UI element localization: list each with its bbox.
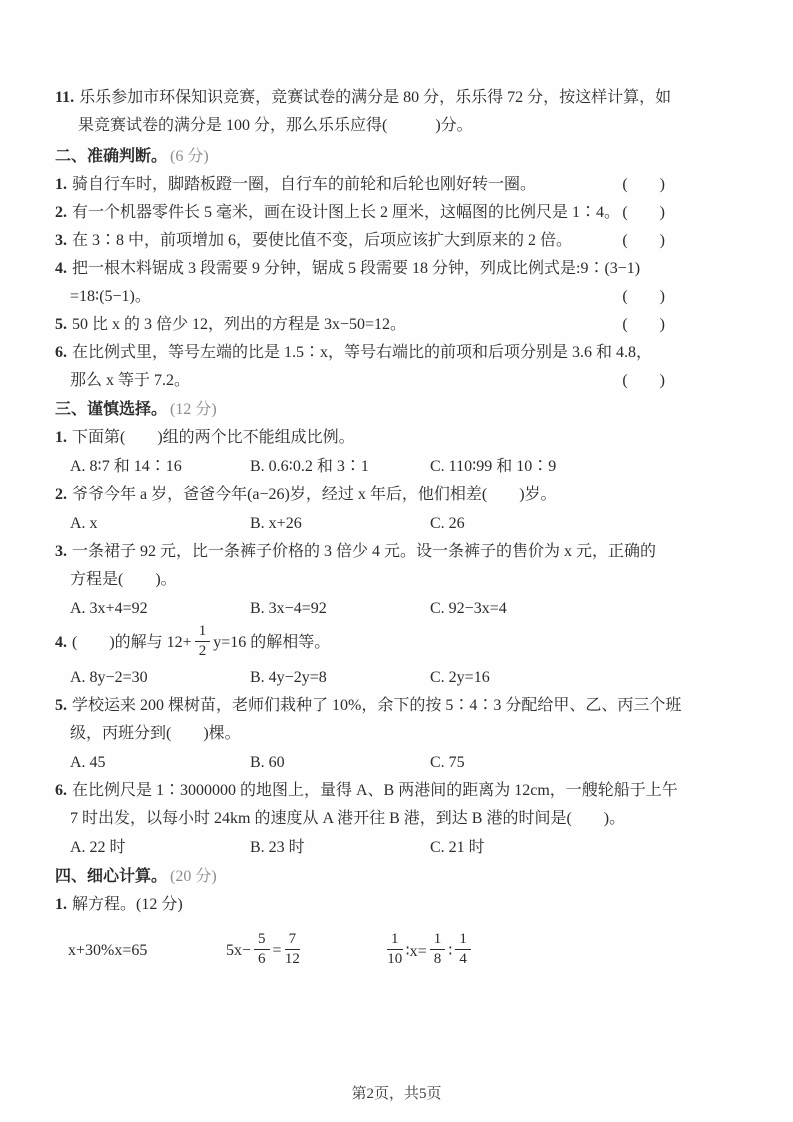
item-text: 在比例尺是 1∶3000000 的地图上，量得 A、B 两港间的距离为 12cm，一艘轮船于上午 [72,782,678,799]
item-text: 骑自行车时，脚踏板蹬一圈，自行车的前轮和后轮也刚好转一圈。 [72,176,537,193]
equation-text: = [272,942,282,959]
fraction-numerator: 1 [455,931,471,950]
fraction-numerator: 1 [430,931,446,950]
item-number: 2. [55,486,67,503]
fill-item-11 [55,84,672,140]
choice-item-2 [55,481,667,538]
judge-item-4-line2: =18∶(5−1)。 [70,288,151,305]
item-number: 6. [55,782,67,799]
option-a: A. 8y−2=30 [70,669,148,686]
choice-item-6-options [55,833,667,862]
answer-paren: ( ) [622,176,665,193]
fraction [387,931,403,967]
option-c: C. 26 [430,515,465,532]
choice-item-6 [55,777,678,862]
item-text: 有一个机器零件长 5 毫米，画在设计图上长 2 厘米，这幅图的比例尺是 1∶4。 [72,204,621,221]
item-text: 50 比 x 的 3 倍少 12，列出的方程是 3x−50=12。 [72,316,407,333]
answer-paren: ( ) [622,288,665,305]
item-text: 把一根木料锯成 3 段需要 9 分钟，锯成 5 段需要 18 分钟，列成比例式是:9∶(3−1) [72,260,641,277]
equation-text: 5x− [226,942,252,959]
answer-paren: ( ) [622,204,665,221]
judge-item-5 [55,311,667,339]
judge-item-4 [55,255,667,311]
choice-item-5-stem-line2: 级，丙班分到( )棵。 [70,725,241,742]
option-a: A. 22 时 [70,839,126,856]
option-b: B. 3x−4=92 [250,600,327,617]
choice-item-5 [55,692,682,777]
answer-paren: ( ) [622,232,665,249]
calc-sub-item-1-text [55,891,667,919]
judge-item-1-text [55,171,667,199]
choice-item-5-options [55,748,667,777]
option-a: A. 45 [70,754,106,771]
option-c: C. 75 [430,754,465,771]
item-text: ( )的解与 12+ [72,634,192,651]
item-number: 4. [55,260,67,277]
answer-paren: ( ) [622,316,665,333]
fill-item-11-line1 [55,84,672,112]
fraction [455,931,471,967]
page-number-footer: 第2页，共5页 [351,1086,442,1102]
section-judge-score: (6 分) [170,148,209,165]
equation-text: x+30%x=65 [68,942,148,959]
option-a: A. x [70,515,98,532]
item-text: 乐乐参加市环保知识竞赛，竞赛试卷的满分是 80 分，乐乐得 72 分，按这样计算，如 [79,89,672,106]
equation-3 [384,933,474,969]
choice-item-1 [55,424,667,481]
item-number: 1. [55,896,67,913]
equation-row [55,927,667,975]
item-number: 5. [55,697,67,714]
fill-item-11-line2: 果竞赛试卷的满分是 100 分，那么乐乐应得( )分。 [78,117,473,134]
item-text: 在 3∶8 中，前项增加 6，要使比值不变，后项应该扩大到原来的 2 倍。 [72,232,573,249]
item-number: 3. [55,543,67,560]
fraction-numerator: 1 [195,623,211,642]
fraction-denominator: 6 [258,950,266,967]
item-text: 下面第( )组的两个比不能组成比例。 [72,429,355,446]
fraction [254,931,270,967]
paper-content [55,84,682,975]
section-choice-header [55,395,667,424]
item-number: 6. [55,344,67,361]
choice-item-2-stem [55,481,667,509]
item-number: 5. [55,316,67,333]
choice-item-4-stem [55,623,667,663]
choice-item-3-stem-line2: 方程是( )。 [70,571,177,588]
item-number: 2. [55,204,67,221]
judge-item-5-text [55,311,667,339]
choice-item-6-stem-line1 [55,777,678,805]
section-choice-score: (12 分) [170,401,217,418]
judge-item-1 [55,171,667,199]
fraction-denominator: 2 [198,642,207,659]
item-number: 1. [55,176,67,193]
answer-paren: ( ) [622,372,665,389]
option-b: B. 60 [250,754,285,771]
equation-2 [226,933,384,969]
option-a: A. 8∶7 和 14∶16 [70,458,182,475]
item-number: 4. [55,634,67,651]
item-text: 在比例式里，等号左端的比是 1.5∶x，等号右端比的前项和后项分别是 3.6 和 4.8， [72,344,653,361]
fraction-numerator: 7 [285,931,301,950]
judge-item-6-line1 [55,339,667,367]
item-text: 爷爷今年 a 岁，爸爸今年(a−26)岁，经过 x 年后，他们相差( )岁。 [72,486,557,503]
choice-item-5-stem-line1 [55,692,682,720]
option-c: C. 21 时 [430,839,485,856]
fraction [285,931,301,967]
judge-item-2-text [55,199,667,227]
choice-item-4-options [55,663,667,692]
item-text: 解方程。(12 分) [72,896,183,913]
item-text: 一条裙子 92 元，比一条裤子价格的 3 倍少 4 元。设一条裤子的售价为 x 元，正确的 [72,543,657,560]
item-number: 1. [55,429,67,446]
fraction-denominator: 10 [387,950,403,967]
option-b: B. 4y−2y=8 [250,669,327,686]
item-text: 学校运来 200 棵树苗，老师们栽种了 10%，余下的按 5∶4∶3 分配给甲、乙、丙三个班 [72,697,682,714]
choice-item-6-stem-line2: 7 时出发，以每小时 24km 的速度从 A 港开往 B 港，到达 B 港的时间是( )。 [70,810,626,827]
section-calc-score: (20 分) [170,868,217,885]
judge-item-3-text [55,227,667,255]
option-c: C. 110∶99 和 10∶9 [430,458,557,475]
calc-sub-item-1 [55,891,667,919]
choice-item-1-stem [55,424,667,452]
fraction-numerator: 1 [387,931,403,950]
option-b: B. x+26 [250,515,302,532]
judge-item-6-line2: 那么 x 等于 7.2。 [70,372,191,389]
equation-1 [68,942,226,960]
equation-text: ∶ [448,943,453,960]
option-b: B. 0.6∶0.2 和 3∶1 [250,458,369,475]
item-number: 11. [55,89,75,106]
choice-item-3-stem-line1 [55,538,667,566]
judge-item-4-line1 [55,255,667,283]
item-text: y=16 的解相等。 [213,634,331,651]
section-judge-title: 二、准确判断。 [55,148,168,165]
equation-text: ∶x= [405,943,427,960]
section-calc-title: 四、细心计算。 [55,868,168,885]
choice-item-4 [55,623,667,692]
option-a: A. 3x+4=92 [70,600,148,617]
fraction-numerator: 5 [254,931,270,950]
option-c: C. 2y=16 [430,669,490,686]
section-choice-title: 三、谨慎选择。 [55,401,168,418]
judge-item-2 [55,199,667,227]
judge-item-6 [55,339,667,395]
choice-item-3 [55,538,667,623]
choice-item-3-options [55,594,667,623]
fraction [430,931,446,967]
judge-item-3 [55,227,667,255]
fraction-denominator: 12 [284,950,300,967]
section-calc-header [55,862,667,891]
option-b: B. 23 时 [250,839,305,856]
fraction [195,623,211,659]
fraction-denominator: 8 [433,950,442,967]
option-c: C. 92−3x=4 [430,600,507,617]
item-number: 3. [55,232,67,249]
section-judge-header [55,142,667,171]
choice-item-1-options [55,452,667,481]
fraction-denominator: 4 [459,950,467,967]
choice-item-2-options [55,509,667,538]
